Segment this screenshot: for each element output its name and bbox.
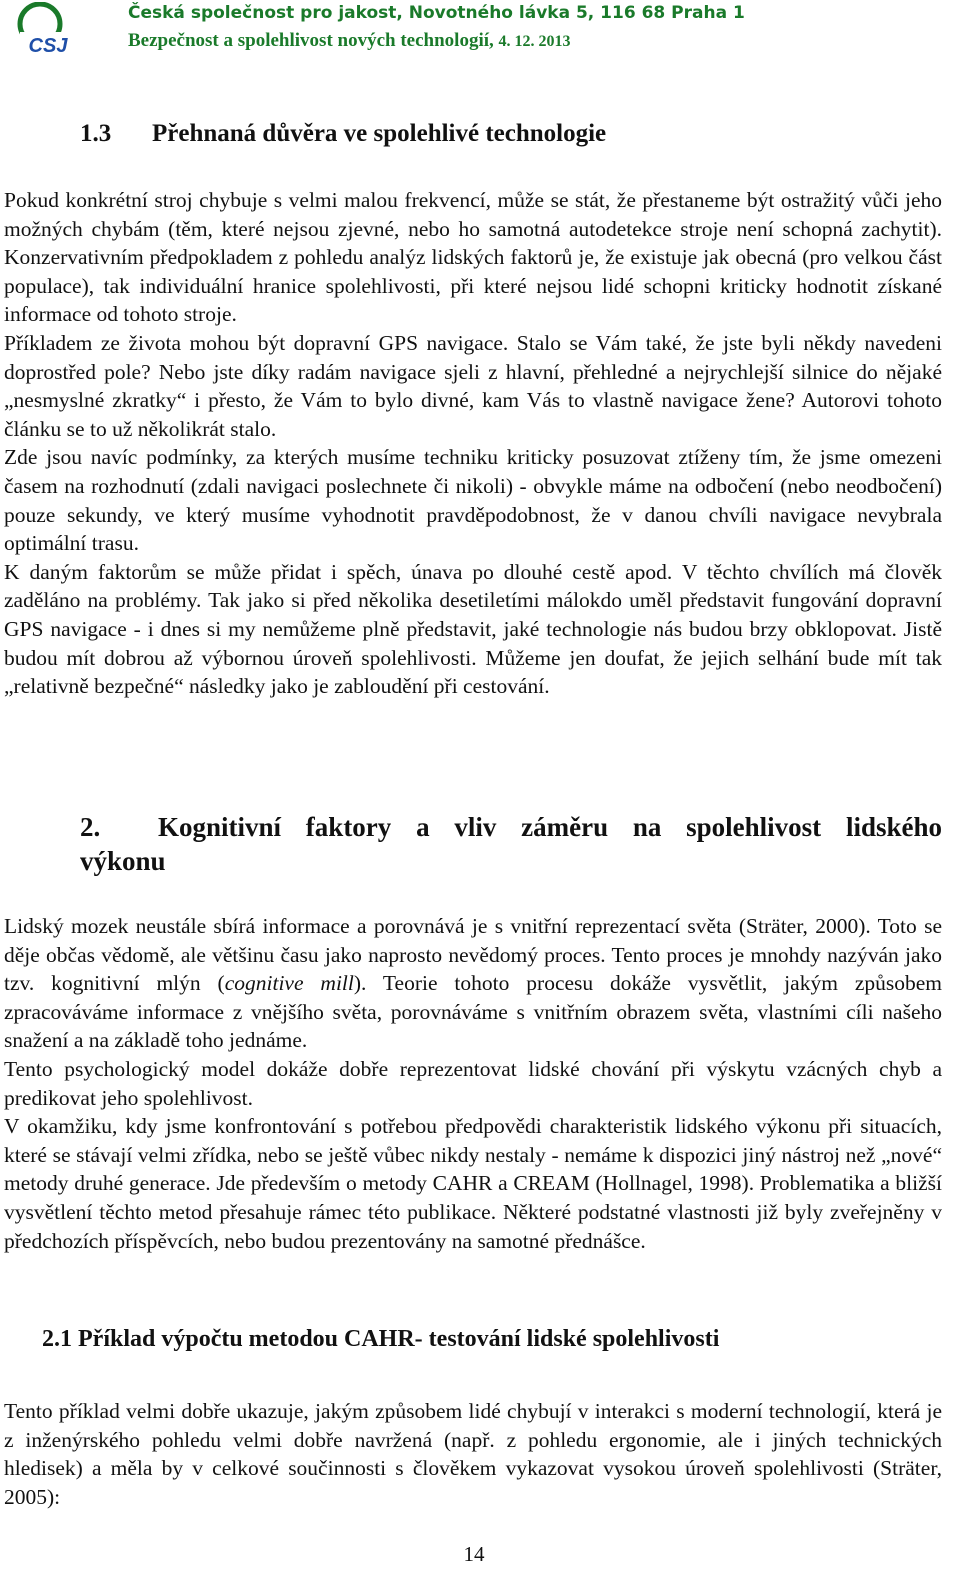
section-2-heading — [80, 810, 942, 844]
csj-logo-icon — [12, 2, 76, 58]
paragraph: K daným faktorům se může přidat i spěch, únava po dlouhé cestě apod. V těchto chvílích má člověk zaděláno na problémy. Tak jako si před několika desetiletími málokdo uměl představit fungování dopravní GPS navigace - i dnes si my nemůžeme plně představit, jaké technologie nás budou brzy obklopovat. Jistě budou mít dobrou až výbornou úroveň spolehlivosti. Můžeme jen doufat, že jejich selhání bude mít tak „relativně bezpečné“ následky jako je zabloudění při cestování. — [4, 559, 942, 699]
page-number: 14 — [463, 1542, 485, 1566]
page-header — [12, 0, 952, 62]
paragraph — [4, 912, 942, 1055]
logo-text: CSJ — [28, 35, 68, 57]
paragraph-text: Lidský mozek neustále sbírá informace a porovnává je s vnitřní reprezentací světa (Sträter, 2000). Toto se děje občas vědomě, ale většinu času jako naprosto nevědomý proces. Tento proces je mnohdy nazýván jako tzv. kognitivní mlýn ( — [4, 914, 942, 996]
italic-term: cognitive mill — [224, 971, 354, 996]
header-conference-title: Bezpečnost a spolehlivost nových technologií, — [128, 30, 499, 51]
section-2-body — [4, 912, 942, 1255]
paragraph-text: ). Teorie tohoto procesu dokáže vysvětlit, jakým způsobem zpracováváme informace z vnějšího světa, porovnáváme s vnitřním obrazem světa, vlastními cíli našeho snažení a na základě toho jednáme. — [4, 971, 942, 1053]
paragraph: Tento příklad velmi dobře ukazuje, jakým způsobem lidé chybují v interakci s moderní technologií, která je z inženýrského pohledu velmi dobře navržená (např. z pohledu ergonomie, ale i jiných technických hledisek) a měla by v celkové součinnosti s člověkem vykazovat vysokou úroveň spolehlivosti (Sträter, 2005): — [4, 1399, 942, 1509]
section-1-3-number: 1.3 — [80, 120, 112, 147]
section-2-1-body — [4, 1397, 942, 1511]
paragraph: Pokud konkrétní stroj chybuje s velmi malou frekvencí, může se stát, že přestaneme být ostražitý vůči jeho možných chybám (těm, které nejsou zjevné, nebo ho samotná autodetekce stroje není schopná zachytit). Konzervativním předpokladem z pohledu analýz lidských faktorů je, že existuje jak obecná (pro velkou část populace), tak individuální hranice spolehlivosti, při které nejsou lidé schopni kriticky hodnotit získané informace od tohoto stroje. — [4, 188, 942, 327]
section-2-1-heading: 2.1 Příklad výpočtu metodou CAHR- testování lidské spolehlivosti — [42, 1326, 720, 1352]
section-1-3-body — [4, 186, 942, 701]
header-conference — [128, 30, 571, 52]
section-2-number: 2. — [80, 812, 101, 842]
section-1-3-title: Přehnaná důvěra ve spolehlivé technologie — [152, 120, 607, 147]
section-1-3-heading — [80, 120, 606, 148]
section-2-title-line2: výkonu — [80, 846, 166, 876]
section-2-title-line1: Kognitivní faktory a vliv záměru na spolehlivost lidského — [158, 812, 942, 842]
header-conference-date: 4. 12. 2013 — [498, 33, 571, 50]
paragraph: Tento psychologický model dokáže dobře reprezentovat lidské chování při výskytu vzácných chyb a predikovat jeho spolehlivost. — [4, 1056, 942, 1110]
paragraph: V okamžiku, kdy jsme konfrontování s potřebou předpovědi charakteristik lidského výkonu při situacích, které se stávají velmi zřídka, nebo se ještě vůbec nikdy nestaly - nemáme k dispozici jiný nástroj než „nové“ metody druhé generace. Jde především o metody CAHR a CREAM (Hollnagel, 1998). Problematika a bližší vysvětlení těchto metod přesahuje rámec této publikace. Některé podstatné vlastnosti již byly zveřejněny v předchozích příspěvcích, nebo budou prezentovány na samotné přednášce. — [4, 1114, 942, 1253]
paragraph: Příkladem ze života mohou být dopravní GPS navigace. Stalo se Vám také, že jste byli někdy navedeni doprostřed pole? Nebo jste díky radám navigace sjeli z hlavní, přehledné a nejrychlejší silnice do nějaké „nesmyslné zkratky“ i přesto, že Vám to bylo divné, kam Vás to vlastně navigace žene? Autorovi tohoto článku se to už několikrát stalo. — [4, 330, 942, 441]
header-organization: Česká společnost pro jakost, Novotného lávka 5, 116 68 Praha 1 — [128, 3, 745, 23]
paragraph: Zde jsou navíc podmínky, za kterých musíme techniku kriticky posuzovat ztíženy tím, že jsme omezeni časem na rozhodnutí (zdali navigaci poslechnete či nikoli) - obvykle máme na odbočení (nebo neodbočení) pouze sekundy, ve který musíme vyhodnotit pravděpodobnost, že v danou chvíli navigace nevybrala optimální trasu. — [4, 445, 942, 556]
